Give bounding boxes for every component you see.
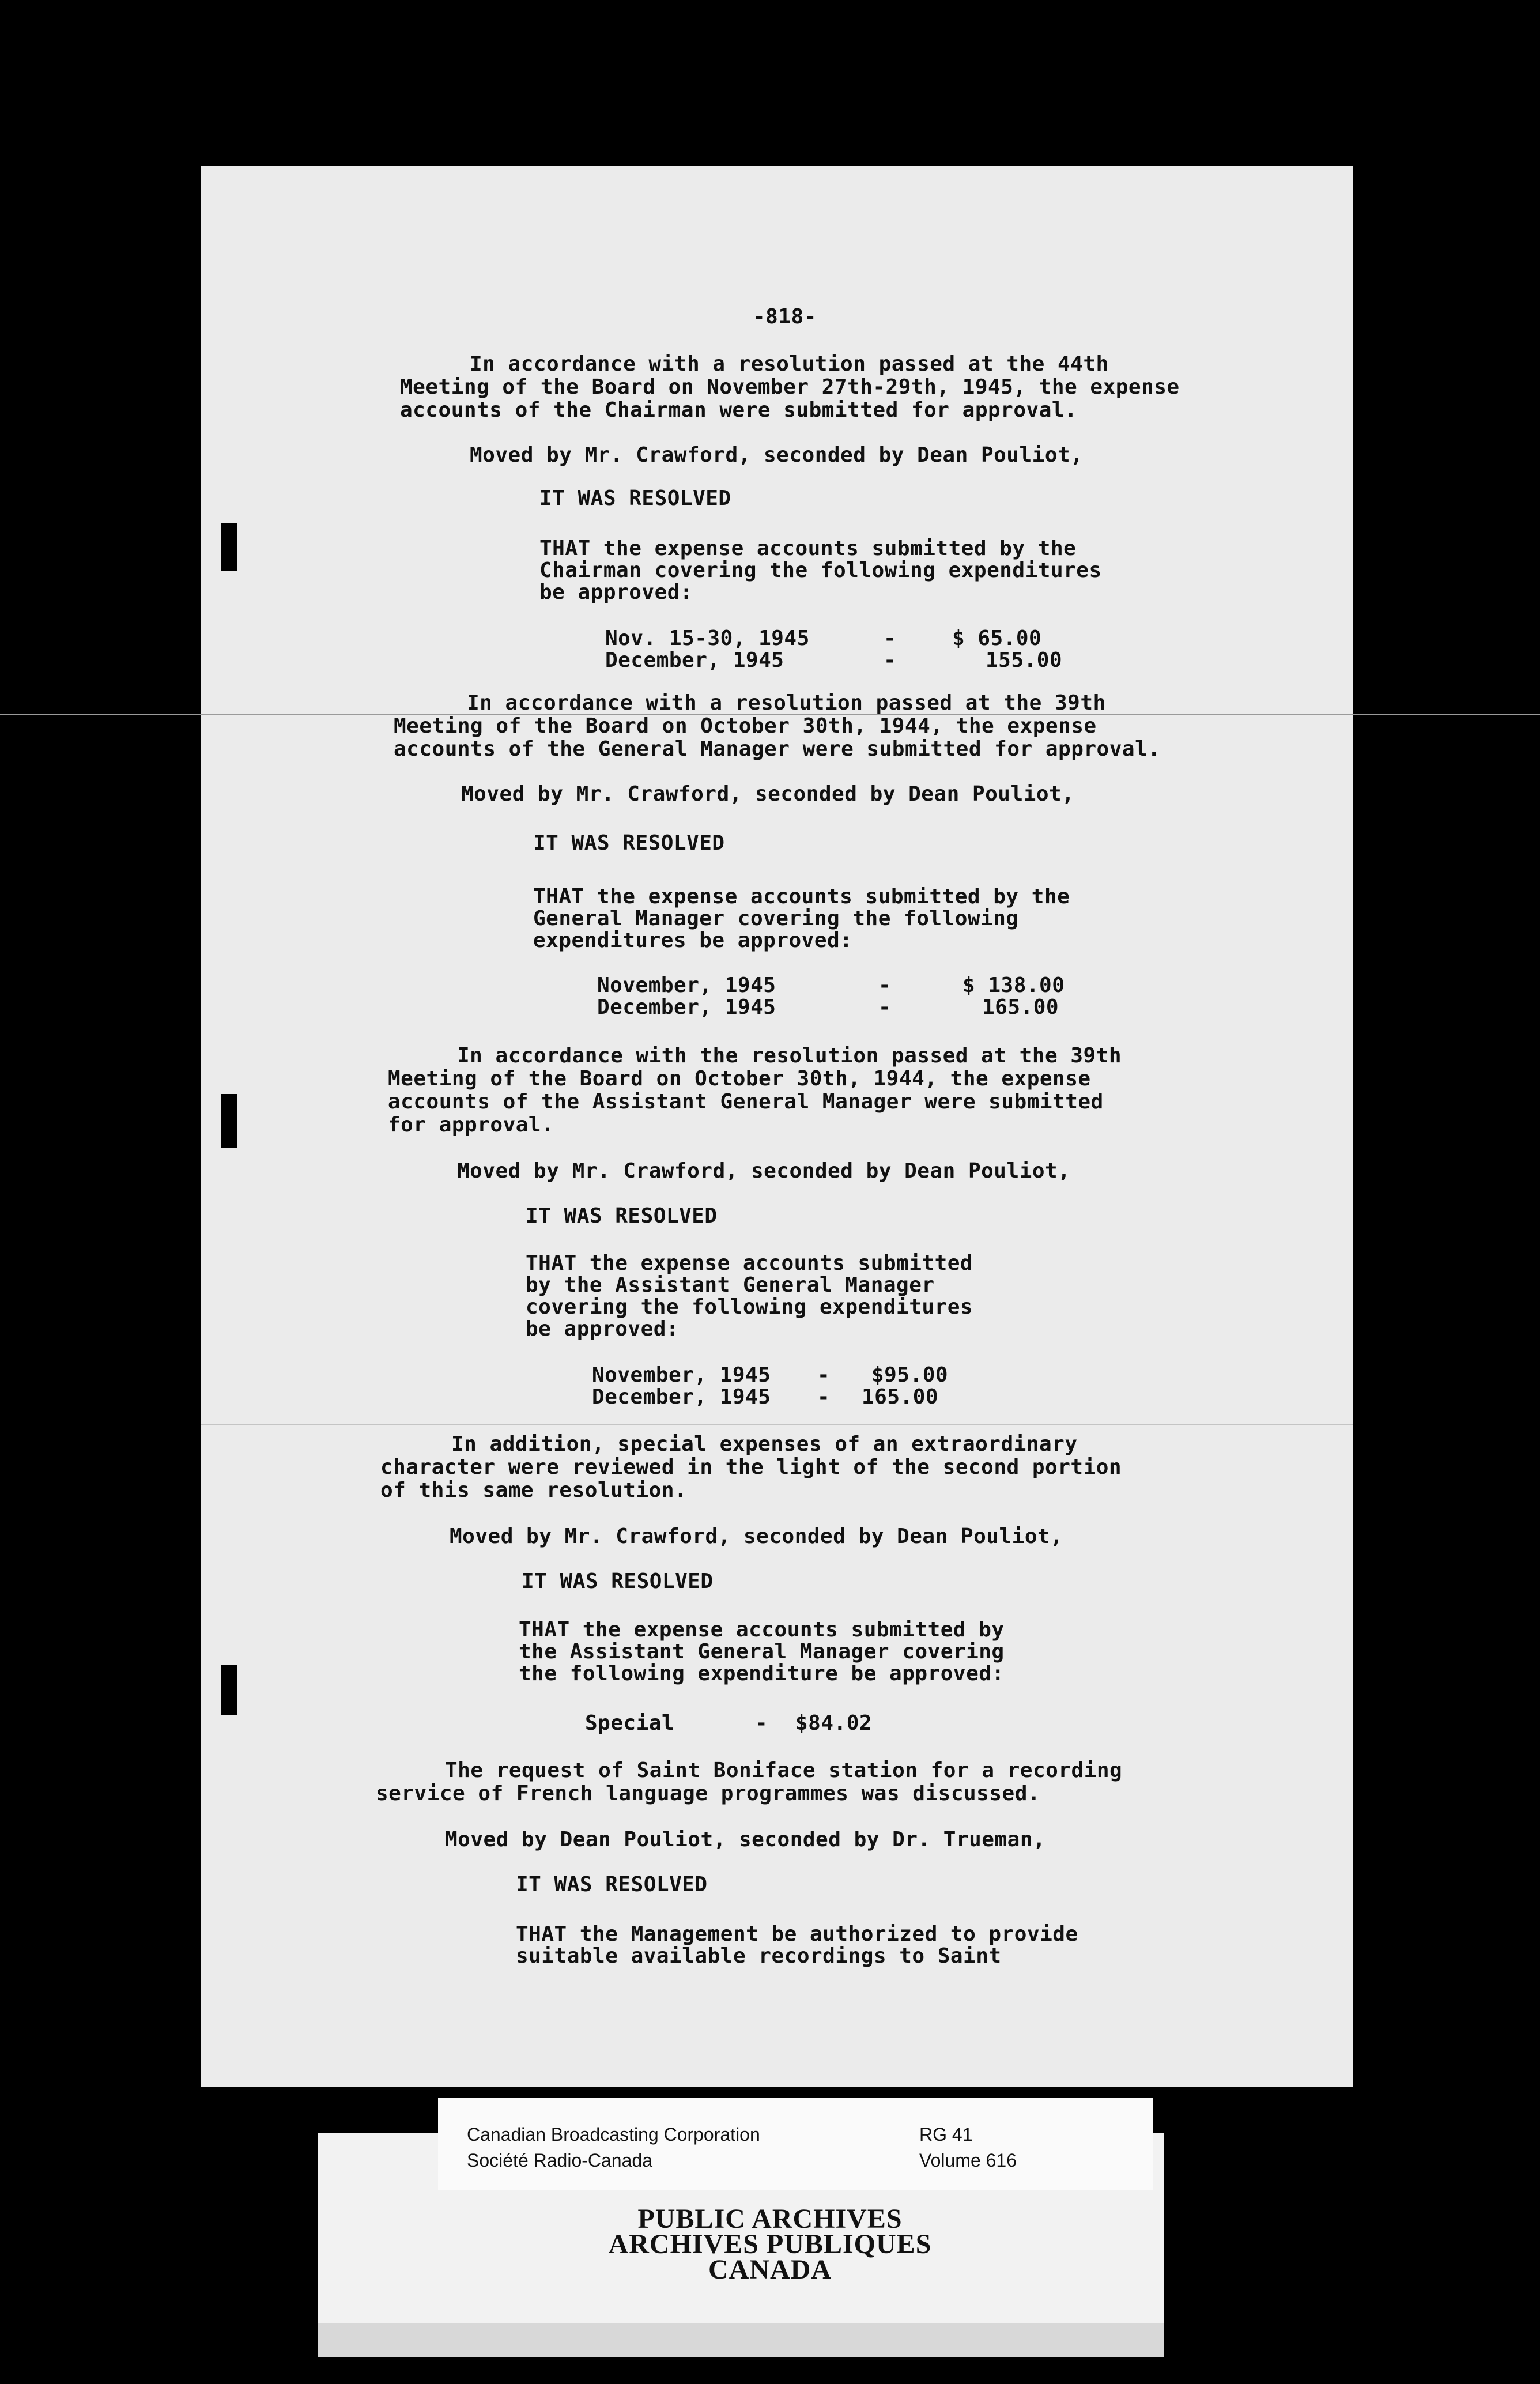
margin-mark: [221, 1094, 237, 1148]
motion-line: Moved by Mr. Crawford, seconded by Dean Pouliot,: [450, 1525, 1063, 1548]
expense-period: December, 1945: [597, 995, 776, 1019]
text-line: suitable available recordings to Saint: [516, 1944, 1002, 1968]
text-line: The request of Saint Boniface station for a recording: [445, 1759, 1123, 1782]
archives-stamp-line: PUBLIC ARCHIVES: [637, 2204, 903, 2234]
page-number: -818-: [753, 305, 817, 329]
text-line: be approved:: [539, 580, 693, 604]
expense-dash: -: [884, 648, 897, 672]
resolved-heading: IT WAS RESOLVED: [516, 1873, 708, 1896]
text-line: covering the following expenditures: [526, 1295, 973, 1319]
archives-stamp-line: CANADA: [708, 2254, 832, 2285]
motion-line: Moved by Mr. Crawford, seconded by Dean Pouliot,: [457, 1159, 1071, 1183]
expense-dash: -: [817, 1363, 831, 1387]
fold-line: [201, 1424, 1353, 1425]
expense-dash: -: [878, 995, 892, 1019]
motion-line: Moved by Mr. Crawford, seconded by Dean Pouliot,: [461, 782, 1075, 806]
text-line: In addition, special expenses of an extraordinary: [451, 1432, 1078, 1456]
text-line: Meeting of the Board on October 30th, 1944, the expense: [394, 714, 1097, 738]
text-line: service of French language programmes was discussed.: [376, 1782, 1041, 1805]
expense-dash: -: [884, 627, 897, 650]
expense-period: Special: [585, 1711, 675, 1735]
margin-mark: [221, 1665, 237, 1715]
text-line: be approved:: [526, 1317, 680, 1341]
motion-line: Moved by Mr. Crawford, seconded by Dean Pouliot,: [470, 443, 1084, 467]
expense-dash: -: [755, 1711, 768, 1735]
text-line: THAT the Management be authorized to provide: [516, 1922, 1078, 1946]
text-line: THAT the expense accounts submitted by: [519, 1618, 1005, 1642]
expense-amount: 165.00: [982, 995, 1059, 1019]
text-line: accounts of the Chairman were submitted for approval.: [400, 398, 1078, 422]
expense-amount: $ 65.00: [952, 627, 1042, 650]
text-line: THAT the expense accounts submitted: [526, 1251, 973, 1275]
expense-period: November, 1945: [597, 974, 776, 997]
text-line: accounts of the General Manager were submitted for approval.: [394, 737, 1161, 761]
text-line: the following expenditure be approved:: [519, 1662, 1005, 1685]
expense-dash: -: [817, 1385, 831, 1409]
text-line: Chairman covering the following expenditures: [539, 559, 1102, 582]
resolved-heading: IT WAS RESOLVED: [533, 831, 725, 855]
text-line: Meeting of the Board on October 30th, 1944, the expense: [388, 1067, 1091, 1091]
expense-period: December, 1945: [605, 648, 784, 672]
text-line: THAT the expense accounts submitted by the: [539, 537, 1077, 560]
resolved-heading: IT WAS RESOLVED: [539, 486, 731, 510]
text-line: expenditures be approved:: [533, 929, 853, 952]
text-line: In accordance with a resolution passed at the 44th: [470, 352, 1109, 376]
text-line: the Assistant General Manager covering: [519, 1640, 1005, 1663]
text-line: In accordance with a resolution passed at the 39th: [467, 691, 1106, 715]
expense-period: November, 1945: [592, 1363, 771, 1387]
expense-amount: 165.00: [862, 1385, 939, 1409]
org-name-fr: Société Radio-Canada: [467, 2150, 652, 2171]
org-name-en: Canadian Broadcasting Corporation: [467, 2124, 760, 2145]
expense-amount: $95.00: [871, 1363, 949, 1387]
resolved-heading: IT WAS RESOLVED: [526, 1204, 718, 1228]
archives-stamp-line: ARCHIVES PUBLIQUES: [608, 2229, 932, 2259]
text-line: In accordance with the resolution passed at the 39th: [457, 1044, 1122, 1067]
expense-dash: -: [878, 974, 892, 997]
expense-amount: $ 138.00: [962, 974, 1065, 997]
text-line: THAT the expense accounts submitted by the: [533, 885, 1070, 908]
expense-amount: $84.02: [795, 1711, 873, 1735]
motion-line: Moved by Dean Pouliot, seconded by Dr. Trueman,: [445, 1828, 1046, 1851]
archive-label-strip: [318, 2323, 1164, 2357]
margin-mark: [221, 523, 237, 571]
resolved-heading: IT WAS RESOLVED: [522, 1570, 714, 1593]
expense-period: December, 1945: [592, 1385, 771, 1409]
text-line: General Manager covering the following: [533, 907, 1019, 930]
text-line: Meeting of the Board on November 27th-29th, 1945, the expense: [400, 375, 1180, 399]
expense-amount: 155.00: [986, 648, 1063, 672]
text-line: for approval.: [388, 1113, 554, 1137]
text-line: by the Assistant General Manager: [526, 1273, 935, 1297]
text-line: of this same resolution.: [380, 1478, 688, 1502]
record-group: RG 41: [919, 2124, 973, 2145]
expense-period: Nov. 15-30, 1945: [605, 627, 810, 650]
volume-number: Volume 616: [919, 2150, 1017, 2171]
text-line: accounts of the Assistant General Manager were submitted: [388, 1090, 1104, 1114]
text-line: character were reviewed in the light of the second portion: [380, 1455, 1122, 1479]
